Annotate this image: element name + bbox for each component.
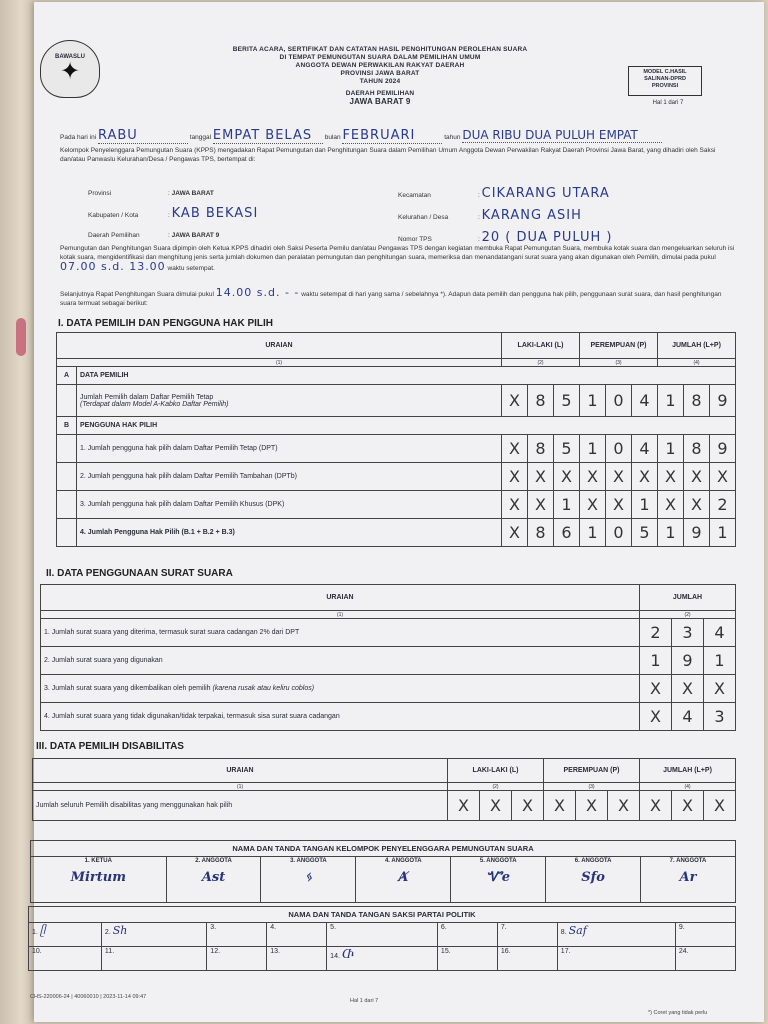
dpt-label: Jumlah Pemilih dalam Daftar Pemilih Tetap <box>80 393 214 401</box>
footer-note: *) Coret yang tidak perlu <box>648 1010 708 1016</box>
signature-mark: Ar <box>679 870 697 885</box>
model-line: PROVINSI <box>651 83 679 89</box>
col-uraian: URAIAN <box>57 333 502 359</box>
row-label: 1. Jumlah surat suara yang diterima, termasuk surat suara cadangan 2% dari DPT <box>41 619 640 647</box>
data-pemilih-title: DATA PEMILIH <box>77 367 736 385</box>
digit-cell: X <box>448 791 480 821</box>
dpt-note: (Terdapat dalam Model A-Kabko Daftar Pemilih) <box>80 400 229 408</box>
table-row <box>41 703 736 731</box>
digit-cell: 1 <box>658 385 684 417</box>
digit-cell: 4 <box>704 619 736 647</box>
digit-cell: X <box>606 463 632 491</box>
row-label-b: B <box>57 417 77 435</box>
col-num: (1) <box>33 783 448 791</box>
col-num: (1) <box>41 611 640 619</box>
digit-cell: X <box>502 463 528 491</box>
saksi-cell: 13. <box>267 947 327 971</box>
saksi-cell <box>557 923 675 947</box>
digit-cell: 5 <box>632 519 658 547</box>
kecamatan-label: Kecamatan <box>398 192 431 199</box>
signature-mark: ᛃ <box>304 870 313 885</box>
signature-mark: Sfo <box>581 870 605 885</box>
digit-cell: X <box>704 791 736 821</box>
digit-cell: 1 <box>658 519 684 547</box>
table-row <box>57 491 736 519</box>
row-label: 4. Jumlah surat suara yang tidak digunakan/tidak terpakai, termasuk sisa surat suara cadangan <box>41 703 640 731</box>
digit-cell: 1 <box>580 519 606 547</box>
col-num: (2) <box>448 783 544 791</box>
digit-cell: 1 <box>580 385 606 417</box>
daerah-value: JAWA BARAT 9 <box>349 97 411 106</box>
table-row <box>33 791 736 821</box>
col-perempuan: PEREMPUAN (P) <box>580 333 658 359</box>
table-row <box>57 463 736 491</box>
saksi-cell: 15. <box>437 947 497 971</box>
location-right: Kecamatan : CIKARANG UTARA Kelurahan / Desa : KARANG ASIH Nomor TPS : 20 ( DUA PULUH ) <box>398 184 728 250</box>
digit-cell: 1 <box>710 519 736 547</box>
signature-mark: Sh <box>112 924 128 937</box>
daerah-label: DAERAH PEMILIHAN <box>345 90 415 97</box>
sig-role: 6. ANGGOTA <box>574 858 612 864</box>
provinsi-value: JAWA BARAT <box>171 190 214 197</box>
row-label: 2. Jumlah surat suara yang digunakan <box>41 647 640 675</box>
digit-cell: X <box>704 675 736 703</box>
col-num: (3) <box>580 359 658 367</box>
date-line <box>60 128 740 144</box>
sig-role: 5. ANGGOTA <box>479 858 517 864</box>
count-tail: waktu setempat di hari yang sama / sebelahnya *). Adapun data pemilih dan pengguna hak pilih, penggunaan surat suara, dan hasil penghitungan suara termuat sebagai berikut: <box>60 291 722 307</box>
digit-cell: X <box>554 463 580 491</box>
background-surface <box>0 0 34 1024</box>
row-label: 3. Jumlah pengguna hak pilih dalam Daftar Pemilih Khusus (DPK) <box>77 491 502 519</box>
saksi-table <box>28 906 736 971</box>
digit-cell: 9 <box>684 519 710 547</box>
table-row <box>57 519 736 547</box>
col-uraian: URAIAN <box>41 585 640 611</box>
procedure-paragraph <box>60 244 736 273</box>
col-perempuan: PEREMPUAN (P) <box>544 759 640 783</box>
digit-cell: 2 <box>710 491 736 519</box>
row-label: 4. Jumlah Pengguna Hak Pilih (B.1 + B.2 + B.3) <box>77 519 502 547</box>
count-text: Selanjutnya Rapat Penghitungan Suara dimulai pukul <box>60 291 214 298</box>
location-left: Provinsi : JAWA BARAT Kabupaten / Kota : KAB BEKASI Daerah Pemilihan : JAWA BARAT 9 <box>88 184 388 246</box>
kecamatan-value: CIKARANG UTARA <box>481 186 610 201</box>
signature-mark: Mirtum <box>70 870 126 885</box>
sig-anggota <box>546 857 641 903</box>
digit-cell: X <box>502 491 528 519</box>
provinsi-label: Provinsi <box>88 190 112 197</box>
digit-cell: 4 <box>672 703 704 731</box>
col-jumlah: JUMLAH (L+P) <box>658 333 736 359</box>
saksi-cell: 9. <box>675 923 735 947</box>
digit-cell: 1 <box>640 647 672 675</box>
kelurahan-label: Kelurahan / Desa <box>398 214 449 221</box>
digit-cell: X <box>528 463 554 491</box>
sig-role: 4. ANGGOTA <box>384 858 422 864</box>
header-line: ANGGOTA DEWAN PERWAKILAN RAKYAT DAERAH <box>295 62 465 69</box>
footer-page: Hal 1 dari 7 <box>350 998 379 1004</box>
sig-ketua <box>31 857 167 903</box>
page-indicator: Hal 1 dari 7 <box>652 100 684 106</box>
digit-cell: 2 <box>640 619 672 647</box>
tanggal-label: tanggal <box>189 134 212 141</box>
row-label-a: A <box>57 367 77 385</box>
tps-label: Nomor TPS <box>398 236 432 243</box>
row-label: Jumlah seluruh Pemilih disabilitas yang menggunakan hak pilih <box>33 791 448 821</box>
bulan-label: bulan <box>324 134 341 141</box>
sig-anggota <box>641 857 736 903</box>
digit-cell: 8 <box>684 385 710 417</box>
dapil-value: JAWA BARAT 9 <box>171 232 220 239</box>
digit-cell: X <box>632 463 658 491</box>
digit-cell: 0 <box>606 385 632 417</box>
tps-value: 20 ( DUA PULUH ) <box>481 230 613 245</box>
col-num: (2) <box>640 611 736 619</box>
digit-cell: 0 <box>606 435 632 463</box>
saksi-cell <box>327 947 438 971</box>
digit-cell: X <box>640 703 672 731</box>
digit-cell: X <box>480 791 512 821</box>
digit-cell: 8 <box>684 435 710 463</box>
signature-mark: Ast <box>201 870 226 885</box>
saksi-cell: 3. <box>207 923 267 947</box>
section-2-title: II. DATA PENGGUNAAN SURAT SUARA <box>46 568 233 579</box>
digit-cell: X <box>684 491 710 519</box>
header-line: TAHUN 2024 <box>359 78 401 85</box>
digit-cell: X <box>640 791 672 821</box>
saksi-cell: 7. <box>497 923 557 947</box>
pin-mark <box>16 318 26 356</box>
digit-cell: X <box>502 519 528 547</box>
saksi-cell: 4. <box>267 923 327 947</box>
row-label-cell <box>41 675 640 703</box>
digit-cell: 9 <box>672 647 704 675</box>
saksi-cell: 12. <box>207 947 267 971</box>
pengguna-title: PENGGUNA HAK PILIH <box>77 417 736 435</box>
saksi-cell <box>29 923 102 947</box>
digit-cell: 8 <box>528 435 554 463</box>
digit-cell: X <box>672 675 704 703</box>
procedure-text: Pemungutan dan Penghitungan Suara dipimpin oleh Ketua KPPS dihadiri oleh Saksi Peserta Pemilu dan/atau Pengawas TPS dengan kegiatan membuka Rapat Pemungutan Suara, membuka kotak suara dan mengeluarkan seluruh isi kotak suara, mengidentifikasi dan menghitung jenis serta jumlah dokumen dan peralatan pemungutan dan penghitungan suara, memeriksa dan menandatangani surat suara yang akan digunakan oleh Pemilih, dimulai pada pukul <box>60 245 735 261</box>
section-3-table <box>32 758 736 821</box>
digit-cell: 1 <box>580 435 606 463</box>
row-label: 2. Jumlah pengguna hak pilih dalam Daftar Pemilih Tambahan (DPTb) <box>77 463 502 491</box>
procedure-tail: waktu setempat. <box>167 265 215 272</box>
saksi-num: 2. <box>104 929 111 936</box>
section-3-title: III. DATA PEMILIH DISABILITAS <box>36 741 184 752</box>
digit-cell: 8 <box>528 385 554 417</box>
intro-paragraph: Kelompok Penyelenggara Pemungutan Suara (KPPS) mengadakan Rapat Pemungutan dan Penghitungan Suara dalam Pemilihan Umum Anggota Dewan Perwakilan Rakyat Daerah Provinsi Jawa Barat, yang dihadiri oleh Saksi dan/atau Panwaslu Kelurahan/Desa / Pengawas TPS, bertempat di: <box>60 147 716 163</box>
digit-cell: 5 <box>554 385 580 417</box>
digit-cell: X <box>658 491 684 519</box>
saksi-cell: 5. <box>327 923 438 947</box>
kelurahan-value: KARANG ASIH <box>481 208 582 223</box>
table-row <box>41 647 736 675</box>
hari-value: RABU <box>98 128 188 144</box>
table-row <box>41 675 736 703</box>
col-num: (2) <box>502 359 580 367</box>
document-header <box>170 46 590 106</box>
sig-anggota <box>166 857 261 903</box>
table-row <box>41 619 736 647</box>
pada-hari-label: Pada hari ini <box>60 134 97 141</box>
digit-cell: 1 <box>658 435 684 463</box>
digit-cell: X <box>502 435 528 463</box>
kpps-signature-table <box>30 840 736 903</box>
col-num: (4) <box>640 783 736 791</box>
digit-cell: 6 <box>554 519 580 547</box>
digit-cell: X <box>576 791 608 821</box>
digit-cell: 9 <box>710 435 736 463</box>
digit-cell: X <box>608 791 640 821</box>
signature-mark: Saf <box>568 924 587 937</box>
digit-cell: 1 <box>554 491 580 519</box>
saksi-num: 14. <box>330 953 340 960</box>
kpps-title: NAMA DAN TANDA TANGAN KELOMPOK PENYELENGGARA PEMUNGUTAN SUARA <box>31 841 736 857</box>
signature-mark: Ⱥ <box>398 870 409 885</box>
header-line: PROVINSI JAWA BARAT <box>340 70 420 77</box>
section-1-title: I. DATA PEMILIH DAN PENGGUNA HAK PILIH <box>58 318 273 329</box>
col-num: (3) <box>544 783 640 791</box>
kabupaten-value: KAB BEKASI <box>171 206 259 221</box>
sig-role: 3. ANGGOTA <box>290 858 327 864</box>
digit-cell: 5 <box>554 435 580 463</box>
dapil-label: Daerah Pemilihan <box>88 232 140 239</box>
bulan-value: FEBRUARI <box>342 128 442 144</box>
digit-cell: 3 <box>704 703 736 731</box>
digit-cell: 4 <box>632 385 658 417</box>
digit-cell: 9 <box>710 385 736 417</box>
kabupaten-label: Kabupaten / Kota <box>88 212 139 219</box>
kpu-logo <box>40 40 100 98</box>
count-time: 14.00 s.d. - - <box>215 286 300 299</box>
dpt-label-cell <box>77 385 502 417</box>
tahun-value: DUA RIBU DUA PULUH EMPAT <box>462 128 662 143</box>
digit-cell: X <box>544 791 576 821</box>
sig-role: 1. KETUA <box>84 858 112 864</box>
logo-text: BAWASLU <box>55 54 85 60</box>
saksi-cell: 24. <box>675 947 735 971</box>
row-note: (karena rusak atau keliru coblos) <box>212 685 315 692</box>
signature-mark: Ⴇ <box>341 948 355 961</box>
digit-cell: 0 <box>606 519 632 547</box>
sig-anggota <box>261 857 356 903</box>
section-2-table <box>40 584 736 731</box>
col-num: (1) <box>57 359 502 367</box>
digit-cell: X <box>640 675 672 703</box>
digit-cell: X <box>580 491 606 519</box>
header-line: BERITA ACARA, SERTIFIKAT DAN CATATAN HASIL PENGHITUNGAN PEROLEHAN SUARA <box>232 46 528 53</box>
digit-cell: X <box>512 791 544 821</box>
signature-mark: Ꮙe <box>486 870 511 885</box>
sig-anggota <box>356 857 451 903</box>
digit-cell: X <box>684 463 710 491</box>
saksi-num: 1. <box>32 929 38 936</box>
digit-cell: 1 <box>632 491 658 519</box>
saksi-cell: 16. <box>497 947 557 971</box>
col-num: (4) <box>658 359 736 367</box>
sig-anggota <box>451 857 546 903</box>
row-label: 1. Jumlah pengguna hak pilih dalam Daftar Pemilih Tetap (DPT) <box>77 435 502 463</box>
signature-mark: ᥫ <box>39 924 46 937</box>
tahun-label: tahun <box>444 134 461 141</box>
digit-cell: X <box>672 791 704 821</box>
saksi-cell: 17. <box>557 947 675 971</box>
saksi-cell <box>101 923 206 947</box>
col-uraian: URAIAN <box>33 759 448 783</box>
garuda-icon: ✦ <box>59 58 81 85</box>
saksi-num: 8. <box>560 929 567 936</box>
saksi-cell: 11. <box>101 947 206 971</box>
tanggal-value: EMPAT BELAS <box>213 128 323 144</box>
digit-cell: 4 <box>632 435 658 463</box>
procedure-time: 07.00 s.d. 13.00 <box>60 260 166 273</box>
count-paragraph <box>60 288 736 308</box>
col-jumlah: JUMLAH <box>640 585 736 611</box>
header-line: DI TEMPAT PEMUNGUTAN SUARA DALAM PEMILIHAN UMUM <box>279 54 481 61</box>
digit-cell: X <box>658 463 684 491</box>
digit-cell: X <box>502 385 528 417</box>
digit-cell: 8 <box>528 519 554 547</box>
footer-code: CHS-220006-24 | 40060010 | 2023-11-14 09:47 <box>30 994 147 1000</box>
digit-cell: X <box>710 463 736 491</box>
sig-role: 2. ANGGOTA <box>195 858 232 864</box>
digit-cell: X <box>580 463 606 491</box>
saksi-cell: 6. <box>437 923 497 947</box>
digit-cell: X <box>528 491 554 519</box>
model-line: SALINAN-DPRD <box>644 76 686 82</box>
sig-role: 7. ANGGOTA <box>669 858 707 864</box>
section-1-table <box>56 332 736 547</box>
digit-cell: X <box>606 491 632 519</box>
table-row <box>57 385 736 417</box>
col-jumlah: JUMLAH (L+P) <box>640 759 736 783</box>
saksi-cell: 10. <box>29 947 102 971</box>
table-row <box>57 435 736 463</box>
digit-cell: 3 <box>672 619 704 647</box>
col-laki: LAKI-LAKI (L) <box>448 759 544 783</box>
saksi-title: NAMA DAN TANDA TANGAN SAKSI PARTAI POLITIK <box>29 907 736 923</box>
digit-cell: 1 <box>704 647 736 675</box>
model-line: MODEL C.HASIL <box>643 69 687 75</box>
col-laki: LAKI-LAKI (L) <box>502 333 580 359</box>
model-box <box>628 66 702 96</box>
row-label: 3. Jumlah surat suara yang dikembalikan oleh pemilih <box>44 685 211 692</box>
